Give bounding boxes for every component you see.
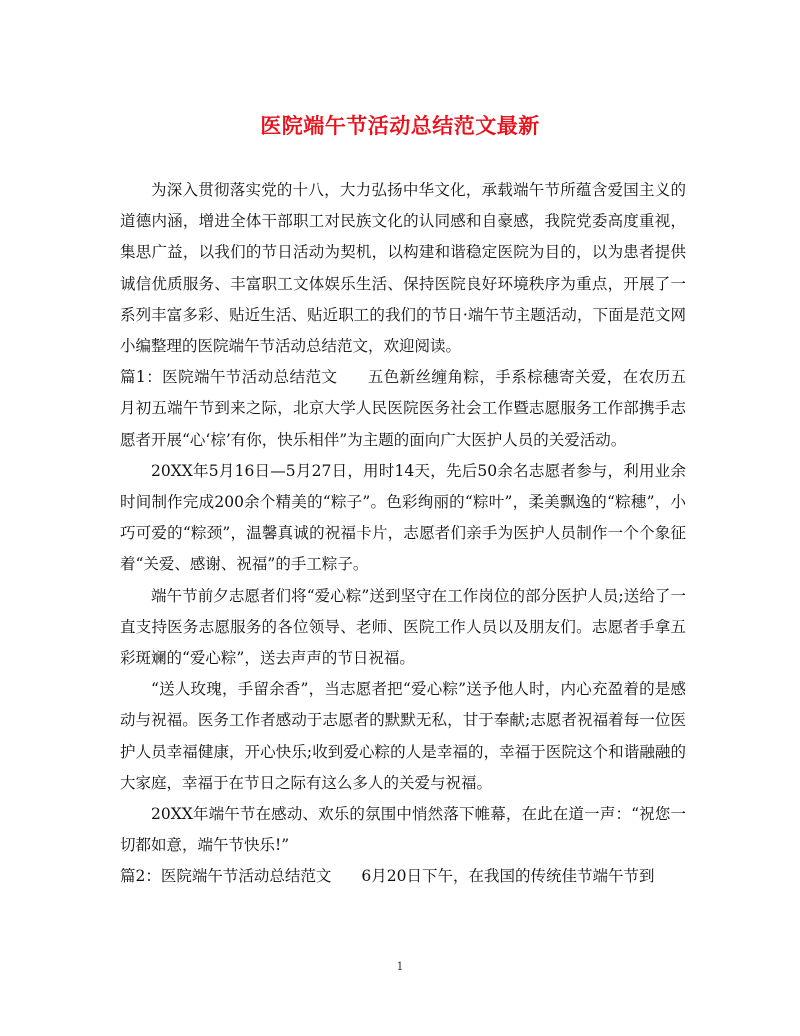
section-2-heading: 篇2：医院端午节活动总结范文: [120, 867, 332, 886]
document-body: [120, 175, 686, 893]
paragraph-roses: “送人玫瑰，手留余香”，当志愿者把“爱心粽”送予他人时，内心充盈着的是感动与祝福。医务工作者感动于志愿者的默默无私，甘于奉献;志愿者祝福着每一位医护人员幸福健康，开心快乐;收到爱心粽的人是幸福的，幸福于医院这个和谐融融的大家庭，幸福于在节日之际有这么多人的关爱与祝福。: [120, 680, 686, 792]
paragraph-delivery: 端午节前夕志愿者们将“爱心粽”送到坚守在工作岗位的部分医护人员;送给了一直支持医务志愿服务的各位领导、老师、医院工作人员以及朋友们。志愿者手拿五彩斑斓的“爱心粽”，送去声声的节日祝福。: [120, 586, 686, 668]
section-1-heading: 篇1：医院端午节活动总结范文: [120, 368, 338, 387]
document-title: 医院端午节活动总结范文最新: [260, 113, 540, 138]
section-2-text: 6月20日下午，在我国的传统佳节端午节到: [361, 867, 655, 886]
intro-paragraph: 为深入贯彻落实党的十八，大力弘扬中华文化，承载端午节所蕴含爱国主义的道德内涵，增进全体干部职工对民族文化的认同感和自豪感，我院党委高度重视，集思广益，以我们的节日活动为契机，以构建和谐稳定医院为目的，以为患者提供诚信优质服务、丰富职工文体娱乐生活、保持医院良好环境秩序为重点，开展了一系列丰富多彩、贴近生活、贴近职工的我们的节日·端午节主题活动，下面是范文网小编整理的医院端午节活动总结范文，欢迎阅读。: [120, 181, 686, 356]
page-number: 1: [396, 960, 404, 973]
section-1-text: 五色新丝缠角粽，手系棕穗寄关爱，在农历五月初五端午节到来之际，北京大学人民医院医务社会工作暨志愿服务工作部携手志愿者开展“心‘棕’有你，快乐相伴”为主题的面向广大医护人员的关爱活动。: [120, 368, 686, 449]
section-1: [120, 362, 686, 456]
section-2: [120, 861, 686, 892]
paragraph-volunteers: 20XX年5月16日—5月27日，用时14天，先后50余名志愿者参与，利用业余时间制作完成200余个精美的“粽子”。色彩绚丽的“粽叶”，柔美飘逸的“粽穗”，小巧可爱的“粽颈”，温馨真诚的祝福卡片，志愿者们亲手为医护人员制作一个个象征着“关爱、感谢、祝福”的手工粽子。: [120, 461, 686, 574]
paragraph-closing: 20XX年端午节在感动、欢乐的氛围中悄然落下帷幕，在此在道一声：“祝您一切都如意，端午节快乐!”: [120, 805, 686, 855]
